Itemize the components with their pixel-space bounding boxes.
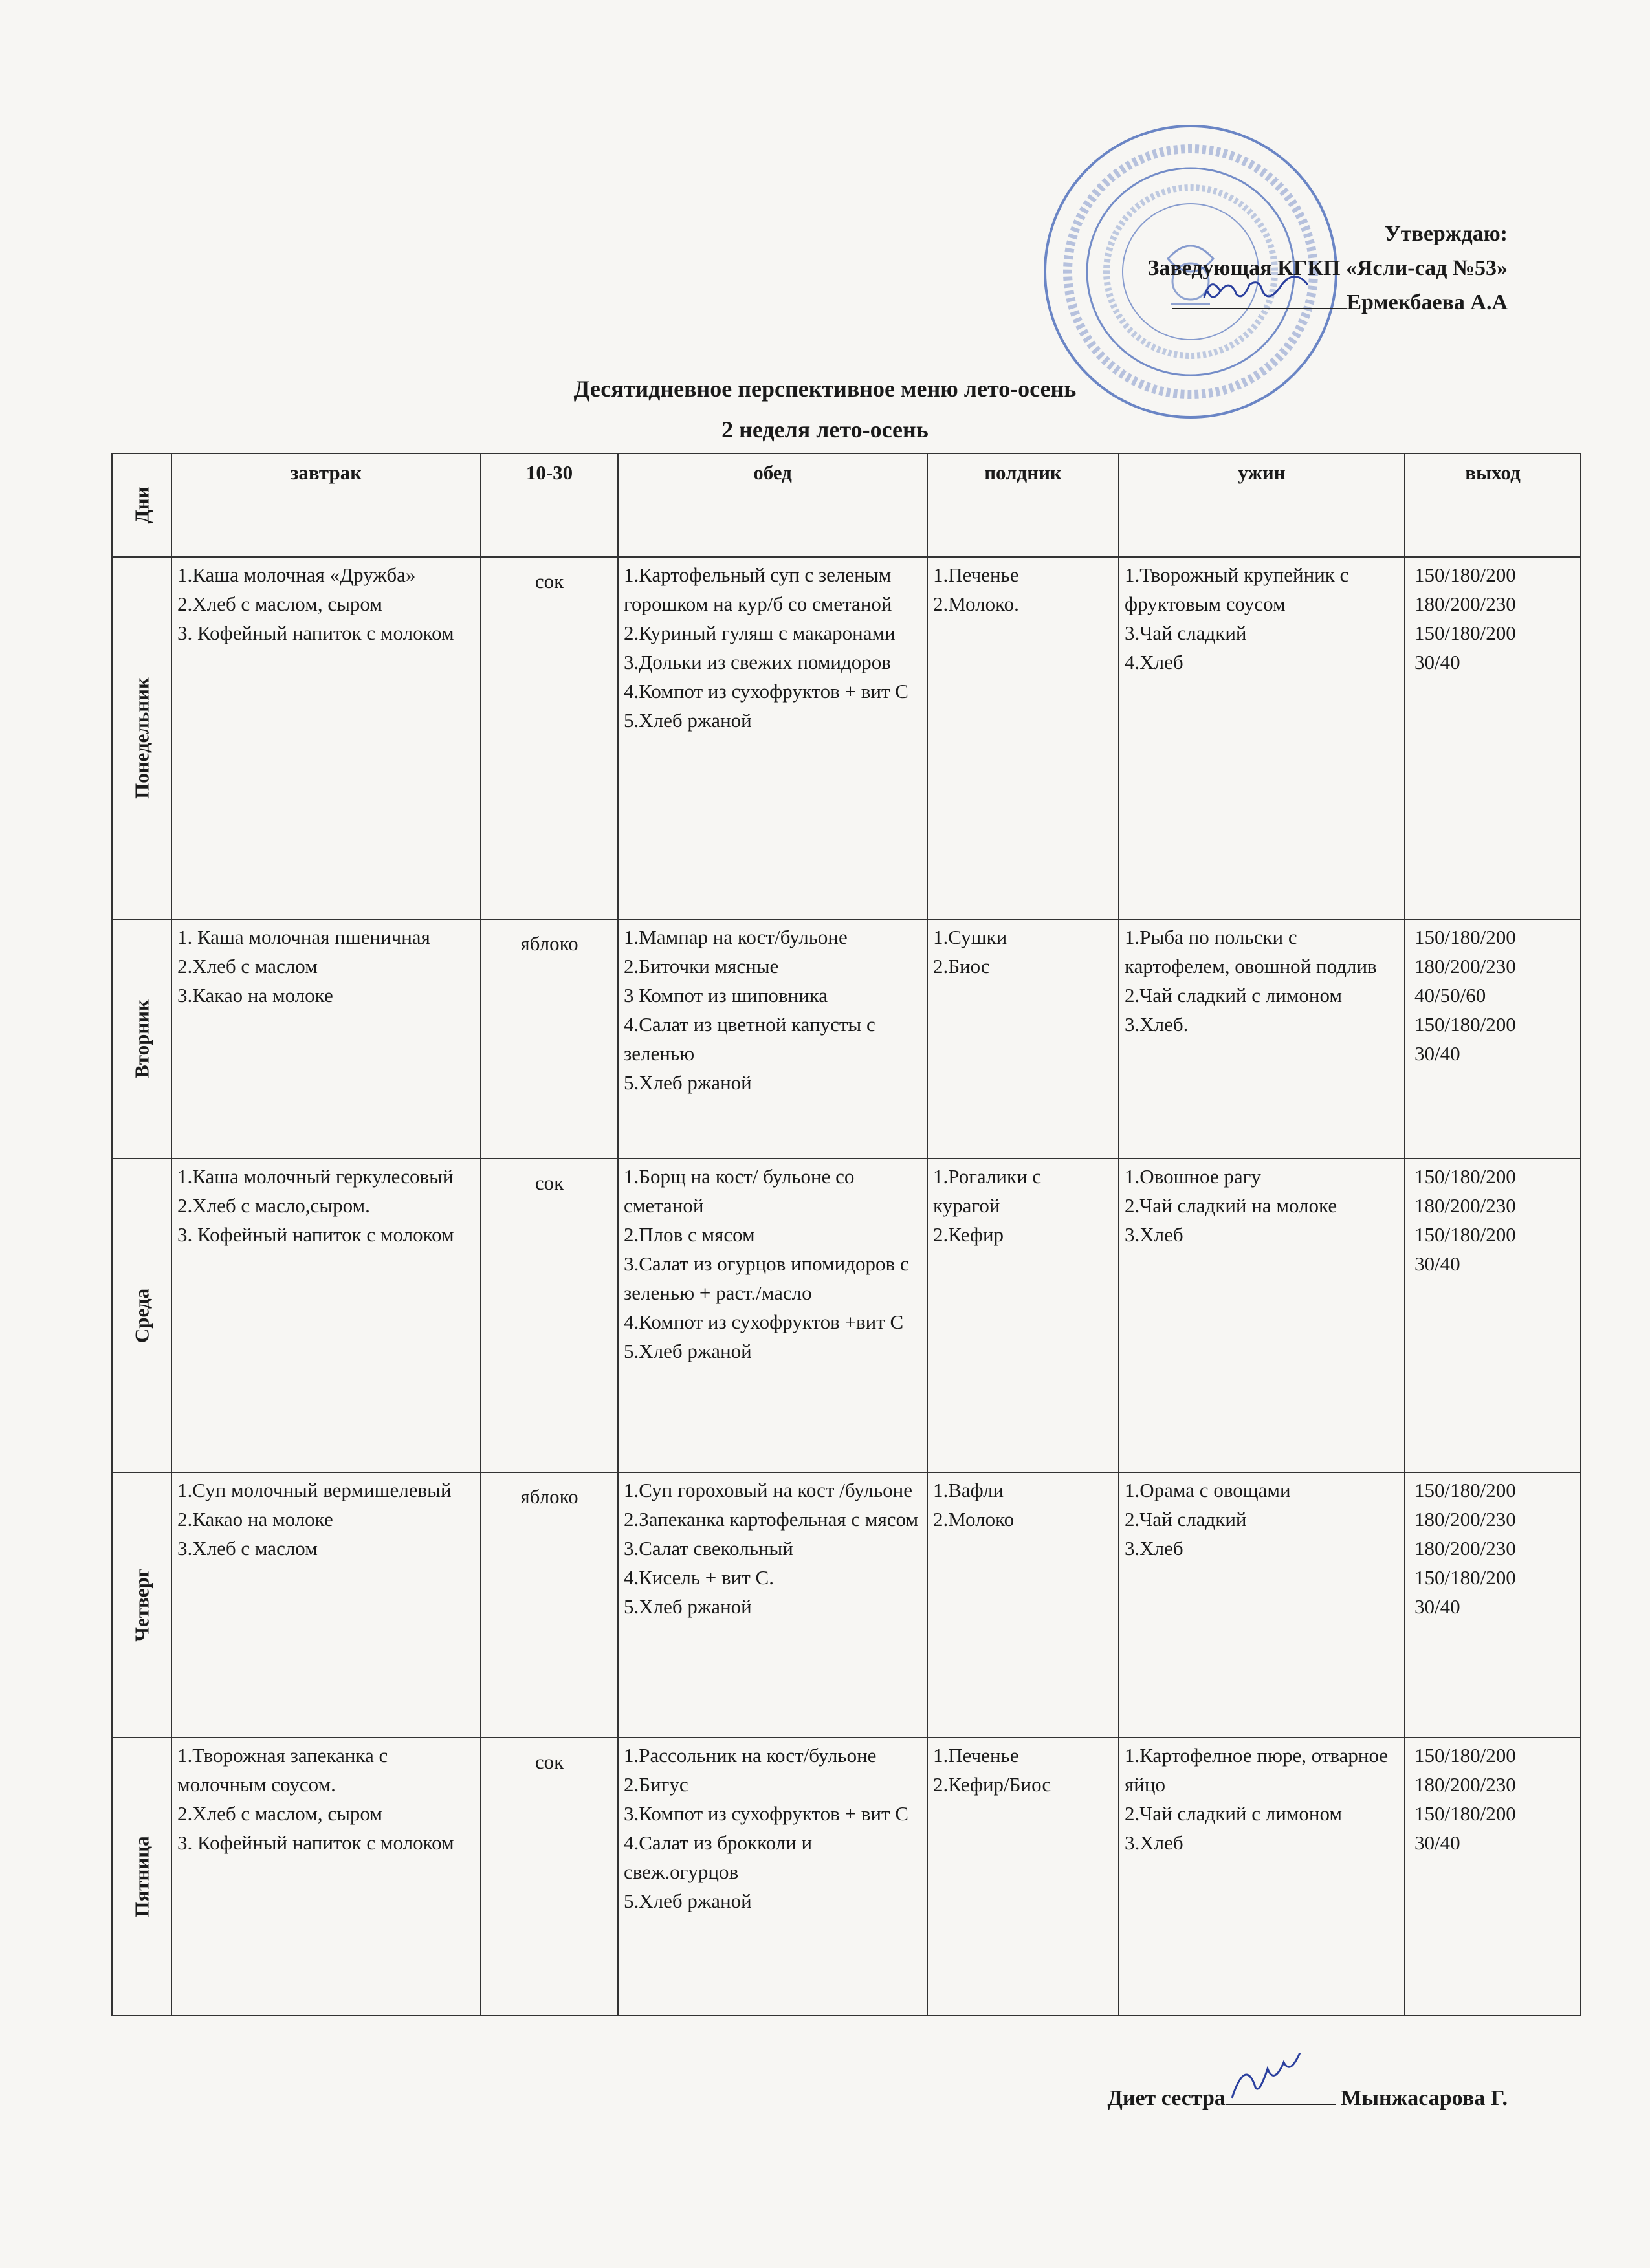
dinner-cell [1119,919,1405,1159]
table-row [112,1472,1581,1738]
table-row [112,557,1581,919]
menu-item: 2.Молоко [933,1508,1015,1531]
menu-item: 1. Каша молочная пшеничная [177,926,430,948]
day-cell [112,1738,171,2016]
menu-item: 4.Хлеб [1125,651,1183,673]
menu-item: 1.Творожная запеканка с молочным соусом. [177,1744,388,1796]
menu-item: 30/40 [1414,1595,1460,1618]
menu-item: 180/200/230 [1414,1194,1516,1217]
menu-item: 3. Кофейный напиток с молоком [177,622,454,644]
menu-item: 1.Сушки [933,926,1007,948]
menu-item: 2.Чай сладкий на молоке [1125,1194,1337,1217]
day-label: Понедельник [130,677,153,799]
menu-item: 5.Хлеб ржаной [624,1595,752,1618]
menu-item: 2.Кефир [933,1223,1004,1246]
afternoon-cell [927,1472,1119,1738]
menu-item: 3.Чай сладкий [1125,622,1247,644]
menu-item: 180/200/230 [1414,593,1516,615]
menu-item: 2.Кефир/Биос [933,1773,1051,1796]
yield-cell [1405,1472,1581,1738]
lunch-cell [618,1472,927,1738]
menu-item: 5.Хлеб ржаной [624,1890,752,1912]
header-afternoon: полдник [927,453,1119,557]
menu-item: 4.Компот из сухофруктов +вит С [624,1311,904,1333]
menu-item: 2.Плов с мясом [624,1223,755,1246]
dinner-cell [1119,1738,1405,2016]
header-breakfast: завтрак [171,453,481,557]
menu-item: 3.Хлеб с маслом [177,1537,318,1560]
afternoon-cell [927,919,1119,1159]
header-row [112,453,1581,557]
menu-item: 150/180/200 [1414,622,1516,644]
day-cell [112,1472,171,1738]
lunch-cell [618,919,927,1159]
afternoon-cell [927,1159,1119,1472]
menu-item: 40/50/60 [1414,984,1486,1007]
menu-item: 1.Борщ на кост/ бульоне со сметаной [624,1165,855,1217]
lunch-cell [618,1159,927,1472]
menu-item: 4.Салат из цветной капусты с зеленью [624,1013,875,1065]
menu-item: 3.Хлеб. [1125,1013,1189,1036]
lunch-cell [618,1738,927,2016]
head-signature [1172,286,1347,309]
menu-item: 2.Хлеб с маслом, сыром [177,1802,382,1825]
menu-item: 2.Чай сладкий с лимоном [1125,984,1343,1007]
menu-item: 2.Чай сладкий с лимоном [1125,1802,1343,1825]
menu-item: 3.Компот из сухофруктов + вит С [624,1802,908,1825]
menu-item: 30/40 [1414,1042,1460,1065]
menu-item: 2.Какао на молоке [177,1508,333,1531]
menu-item: 1.Каша молочный геркулесовый [177,1165,454,1188]
afternoon-cell [927,557,1119,919]
breakfast-cell [171,557,481,919]
snack-1030-cell: сок [481,1738,618,2016]
day-label: Вторник [130,999,153,1078]
afternoon-cell [927,1738,1119,2016]
header-snack-1030: 10-30 [481,453,618,557]
document-title: Десятидневное перспективное меню лето-осень [573,376,1077,402]
menu-item: 2.Биос [933,955,990,977]
menu-item: 1.Суп гороховый на кост /бульоне [624,1479,913,1501]
menu-item: 2.Бигус [624,1773,688,1796]
menu-item: 1.Печенье [933,563,1019,586]
menu-item: 3.Салат свекольный [624,1537,793,1560]
dinner-cell [1119,557,1405,919]
header-lunch: обед [618,453,927,557]
menu-item: 2.Хлеб с маслом [177,955,318,977]
snack-1030-cell: яблоко [481,1472,618,1738]
snack-1030-cell: яблоко [481,919,618,1159]
menu-item: 1.Картофелное пюре, отварное яйцо [1125,1744,1389,1796]
dietitian-name: Мынжасарова Г. [1341,2086,1508,2110]
table-row [112,1159,1581,1472]
menu-item: 1.Каша молочная «Дружба» [177,563,416,586]
menu-item: 30/40 [1414,1831,1460,1854]
menu-item: 3.Хлеб [1125,1223,1183,1246]
snack-1030-cell: сок [481,1159,618,1472]
snack-1030-cell: сок [481,557,618,919]
dietitian-block [1107,2082,1508,2111]
menu-item: 180/200/230 [1414,1537,1516,1560]
approval-position: Заведующая КГКП «Ясли-сад №53» [1147,256,1508,280]
menu-item: 30/40 [1414,651,1460,673]
approval-block [1147,217,1508,320]
menu-item: 4.Компот из сухофруктов + вит С [624,680,908,703]
menu-item: 1.Рыба по польски с картофелем, овошной подлив [1125,926,1377,977]
day-label: Среда [130,1288,153,1343]
document-subtitle: 2 неделя лето-осень [721,417,929,442]
menu-item: 150/180/200 [1414,1802,1516,1825]
menu-item: 1.Орама с овощами [1125,1479,1291,1501]
menu-item: 180/200/230 [1414,1773,1516,1796]
table-row [112,1738,1581,2016]
menu-item: 2.Запеканка картофельная с мясом [624,1508,919,1531]
menu-item: 3.Какао на молоке [177,984,333,1007]
dinner-cell [1119,1159,1405,1472]
menu-item: 5.Хлеб ржаной [624,709,752,732]
yield-cell [1405,557,1581,919]
table-row [112,919,1581,1159]
menu-item: 1.Рогалики с курагой [933,1165,1042,1217]
dietitian-signature [1226,2082,1336,2105]
header-yield: выход [1405,453,1581,557]
dinner-cell [1119,1472,1405,1738]
menu-item: 1.Творожный крупейник с фруктовым соусом [1125,563,1349,615]
breakfast-cell [171,1738,481,2016]
dietitian-label: Диет сестра [1107,2086,1226,2110]
breakfast-cell [171,1159,481,1472]
menu-item: 180/200/230 [1414,1508,1516,1531]
lunch-cell [618,557,927,919]
menu-item: 5.Хлеб ржаной [624,1340,752,1362]
menu-item: 2.Биточки мясные [624,955,779,977]
day-cell [112,557,171,919]
menu-item: 30/40 [1414,1252,1460,1275]
menu-item: 2.Хлеб с масло,сыром. [177,1194,370,1217]
day-label: Пятница [130,1836,153,1917]
menu-item: 3.Дольки из свежих помидоров [624,651,891,673]
menu-item: 150/180/200 [1414,1223,1516,1246]
menu-item: 4.Кисель + вит С. [624,1566,774,1589]
yield-cell [1405,1738,1581,2016]
menu-item: 150/180/200 [1414,1165,1516,1188]
header-dinner: ужин [1119,453,1405,557]
menu-item: 150/180/200 [1414,1566,1516,1589]
head-name: Ермекбаева А.А [1347,290,1508,314]
menu-item: 1.Вафли [933,1479,1004,1501]
menu-item: 3. Кофейный напиток с молоком [177,1223,454,1246]
menu-item: 1.Овошное рагу [1125,1165,1261,1188]
menu-item: 3.Хлеб [1125,1831,1183,1854]
menu-item: 150/180/200 [1414,1479,1516,1501]
menu-item: 3.Салат из огурцов ипомидоров с зеленью + раст./масло [624,1252,909,1304]
approval-heading: Утверждаю: [1384,222,1508,246]
menu-item: 2.Чай сладкий [1125,1508,1247,1531]
breakfast-cell [171,1472,481,1738]
header-days: Дни [112,453,171,557]
menu-item: 180/200/230 [1414,955,1516,977]
day-label: Четверг [130,1568,153,1642]
menu-item: 3. Кофейный напиток с молоком [177,1831,454,1854]
menu-item: 1.Рассольник на кост/бульоне [624,1744,877,1767]
menu-item: 1.Картофельный суп с зеленым горошком на кур/б со сметаной [624,563,892,615]
menu-item: 2.Куриный гуляш с макаронами [624,622,896,644]
menu-item: 150/180/200 [1414,1744,1516,1767]
menu-item: 3.Хлеб [1125,1537,1183,1560]
breakfast-cell [171,919,481,1159]
menu-item: 3 Компот из шиповника [624,984,828,1007]
menu-table [111,453,1581,2016]
day-cell [112,919,171,1159]
menu-item: 150/180/200 [1414,1013,1516,1036]
menu-item: 1.Суп молочный вермишелевый [177,1479,452,1501]
menu-item: 150/180/200 [1414,563,1516,586]
menu-item: 150/180/200 [1414,926,1516,948]
approval-signature-row [1147,285,1508,320]
menu-item: 1.Мампар на кост/бульоне [624,926,848,948]
day-cell [112,1159,171,1472]
menu-item: 1.Печенье [933,1744,1019,1767]
menu-item: 4.Салат из брокколи и свеж.огурцов [624,1831,813,1883]
menu-item: 2.Хлеб с маслом, сыром [177,593,382,615]
yield-cell [1405,1159,1581,1472]
menu-item: 5.Хлеб ржаной [624,1071,752,1094]
menu-item: 2.Молоко. [933,593,1019,615]
yield-cell [1405,919,1581,1159]
